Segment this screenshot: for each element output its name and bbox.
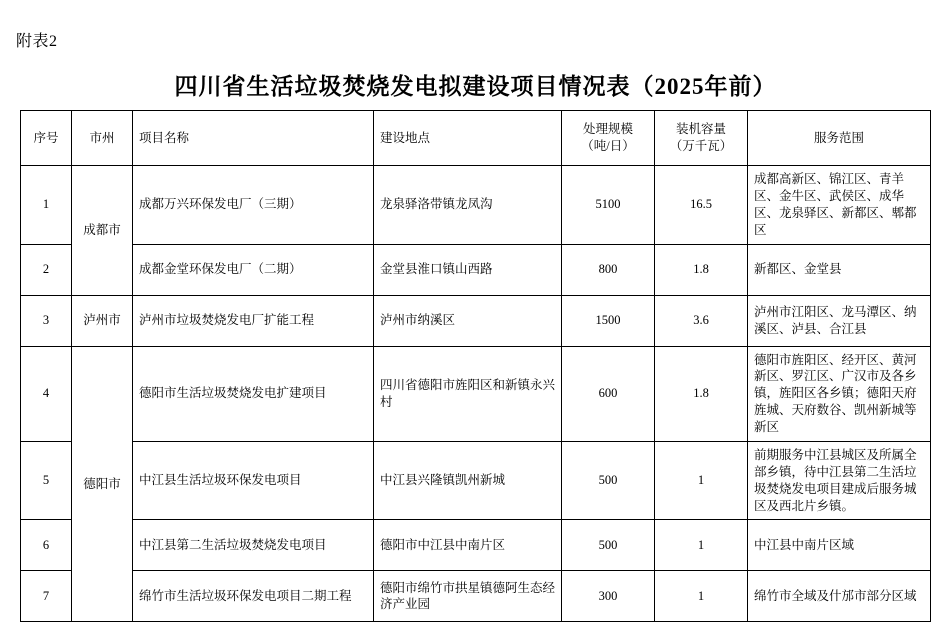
attachment-label: 附表2: [16, 33, 58, 50]
cell-seq: 7: [21, 571, 72, 622]
cell-scale: 500: [562, 520, 655, 571]
cell-location: 德阳市绵竹市拱星镇德阿生态经济产业园: [374, 571, 562, 622]
cell-capacity: 3.6: [655, 295, 748, 346]
cell-service: 绵竹市全域及什邡市部分区域: [748, 571, 931, 622]
cell-project: 成都万兴环保发电厂（三期）: [133, 166, 374, 245]
page-title: 四川省生活垃圾焚烧发电拟建设项目情况表（2025年前）: [174, 74, 777, 99]
table-row: [21, 571, 931, 622]
cell-scale: 1500: [562, 295, 655, 346]
cell-capacity: 1: [655, 571, 748, 622]
table-row: [21, 346, 931, 441]
column-header-service: 服务范围: [748, 111, 931, 166]
cell-city: 泸州市: [72, 295, 133, 346]
cell-seq: 6: [21, 520, 72, 571]
cell-scale: 500: [562, 441, 655, 520]
cell-project: 绵竹市生活垃圾环保发电项目二期工程: [133, 571, 374, 622]
table-header-row: [21, 111, 931, 166]
column-header-capacity: [655, 111, 748, 166]
cell-location: 德阳市中江县中南片区: [374, 520, 562, 571]
cell-location: 龙泉驿洛带镇龙凤沟: [374, 166, 562, 245]
cell-city: 德阳市: [72, 346, 133, 622]
cell-capacity: 1: [655, 441, 748, 520]
column-header-project: 项目名称: [133, 111, 374, 166]
cell-service: 中江县中南片区域: [748, 520, 931, 571]
cell-scale: 5100: [562, 166, 655, 245]
table-container: [20, 110, 931, 622]
column-header-scale-line2: （吨/日）: [581, 139, 635, 153]
column-header-scale-line1: 处理规模: [582, 122, 633, 137]
column-header-seq: 序号: [21, 111, 72, 166]
cell-seq: 5: [21, 441, 72, 520]
cell-seq: 2: [21, 244, 72, 295]
cell-project: 成都金堂环保发电厂（二期）: [133, 244, 374, 295]
cell-project: 德阳市生活垃圾焚烧发电扩建项目: [133, 346, 374, 441]
column-header-capacity-line1: 装机容量: [675, 122, 726, 137]
cell-capacity: 16.5: [655, 166, 748, 245]
column-header-scale: [562, 111, 655, 166]
cell-project: 中江县生活垃圾环保发电项目: [133, 441, 374, 520]
table-row: [21, 295, 931, 346]
cell-capacity: 1: [655, 520, 748, 571]
cell-location: 中江县兴隆镇凯州新城: [374, 441, 562, 520]
table-row: [21, 441, 931, 520]
table-body: [21, 166, 931, 622]
cell-project: 中江县第二生活垃圾焚烧发电项目: [133, 520, 374, 571]
cell-service: 泸州市江阳区、龙马潭区、纳溪区、泸县、合江县: [748, 295, 931, 346]
cell-location: 泸州市纳溪区: [374, 295, 562, 346]
cell-service: 前期服务中江县城区及所属全部乡镇，待中江县第二生活垃圾焚烧发电项目建成后服务城区及西北片乡镇。: [748, 441, 931, 520]
cell-service: 德阳市旌阳区、经开区、黄河新区、罗江区、广汉市及各乡镇，旌阳区各乡镇；德阳天府旌城、天府数谷、凯州新城等新区: [748, 346, 931, 441]
cell-seq: 3: [21, 295, 72, 346]
column-header-city: 市州: [72, 111, 133, 166]
cell-service: 成都高新区、锦江区、青羊区、金牛区、武侯区、成华区、龙泉驿区、新都区、郫都区: [748, 166, 931, 245]
cell-capacity: 1.8: [655, 244, 748, 295]
cell-seq: 1: [21, 166, 72, 245]
table-row: [21, 244, 931, 295]
cell-scale: 600: [562, 346, 655, 441]
projects-table: [20, 110, 931, 622]
table-header: [21, 111, 931, 166]
cell-location: 金堂县淮口镇山西路: [374, 244, 562, 295]
cell-service: 新都区、金堂县: [748, 244, 931, 295]
column-header-location: 建设地点: [374, 111, 562, 166]
cell-location: 四川省德阳市旌阳区和新镇永兴村: [374, 346, 562, 441]
cell-scale: 300: [562, 571, 655, 622]
cell-project: 泸州市垃圾焚烧发电厂扩能工程: [133, 295, 374, 346]
cell-capacity: 1.8: [655, 346, 748, 441]
cell-city: 成都市: [72, 166, 133, 296]
table-row: [21, 166, 931, 245]
cell-seq: 4: [21, 346, 72, 441]
column-header-capacity-line2: （万千瓦）: [669, 139, 733, 153]
cell-scale: 800: [562, 244, 655, 295]
table-row: [21, 520, 931, 571]
